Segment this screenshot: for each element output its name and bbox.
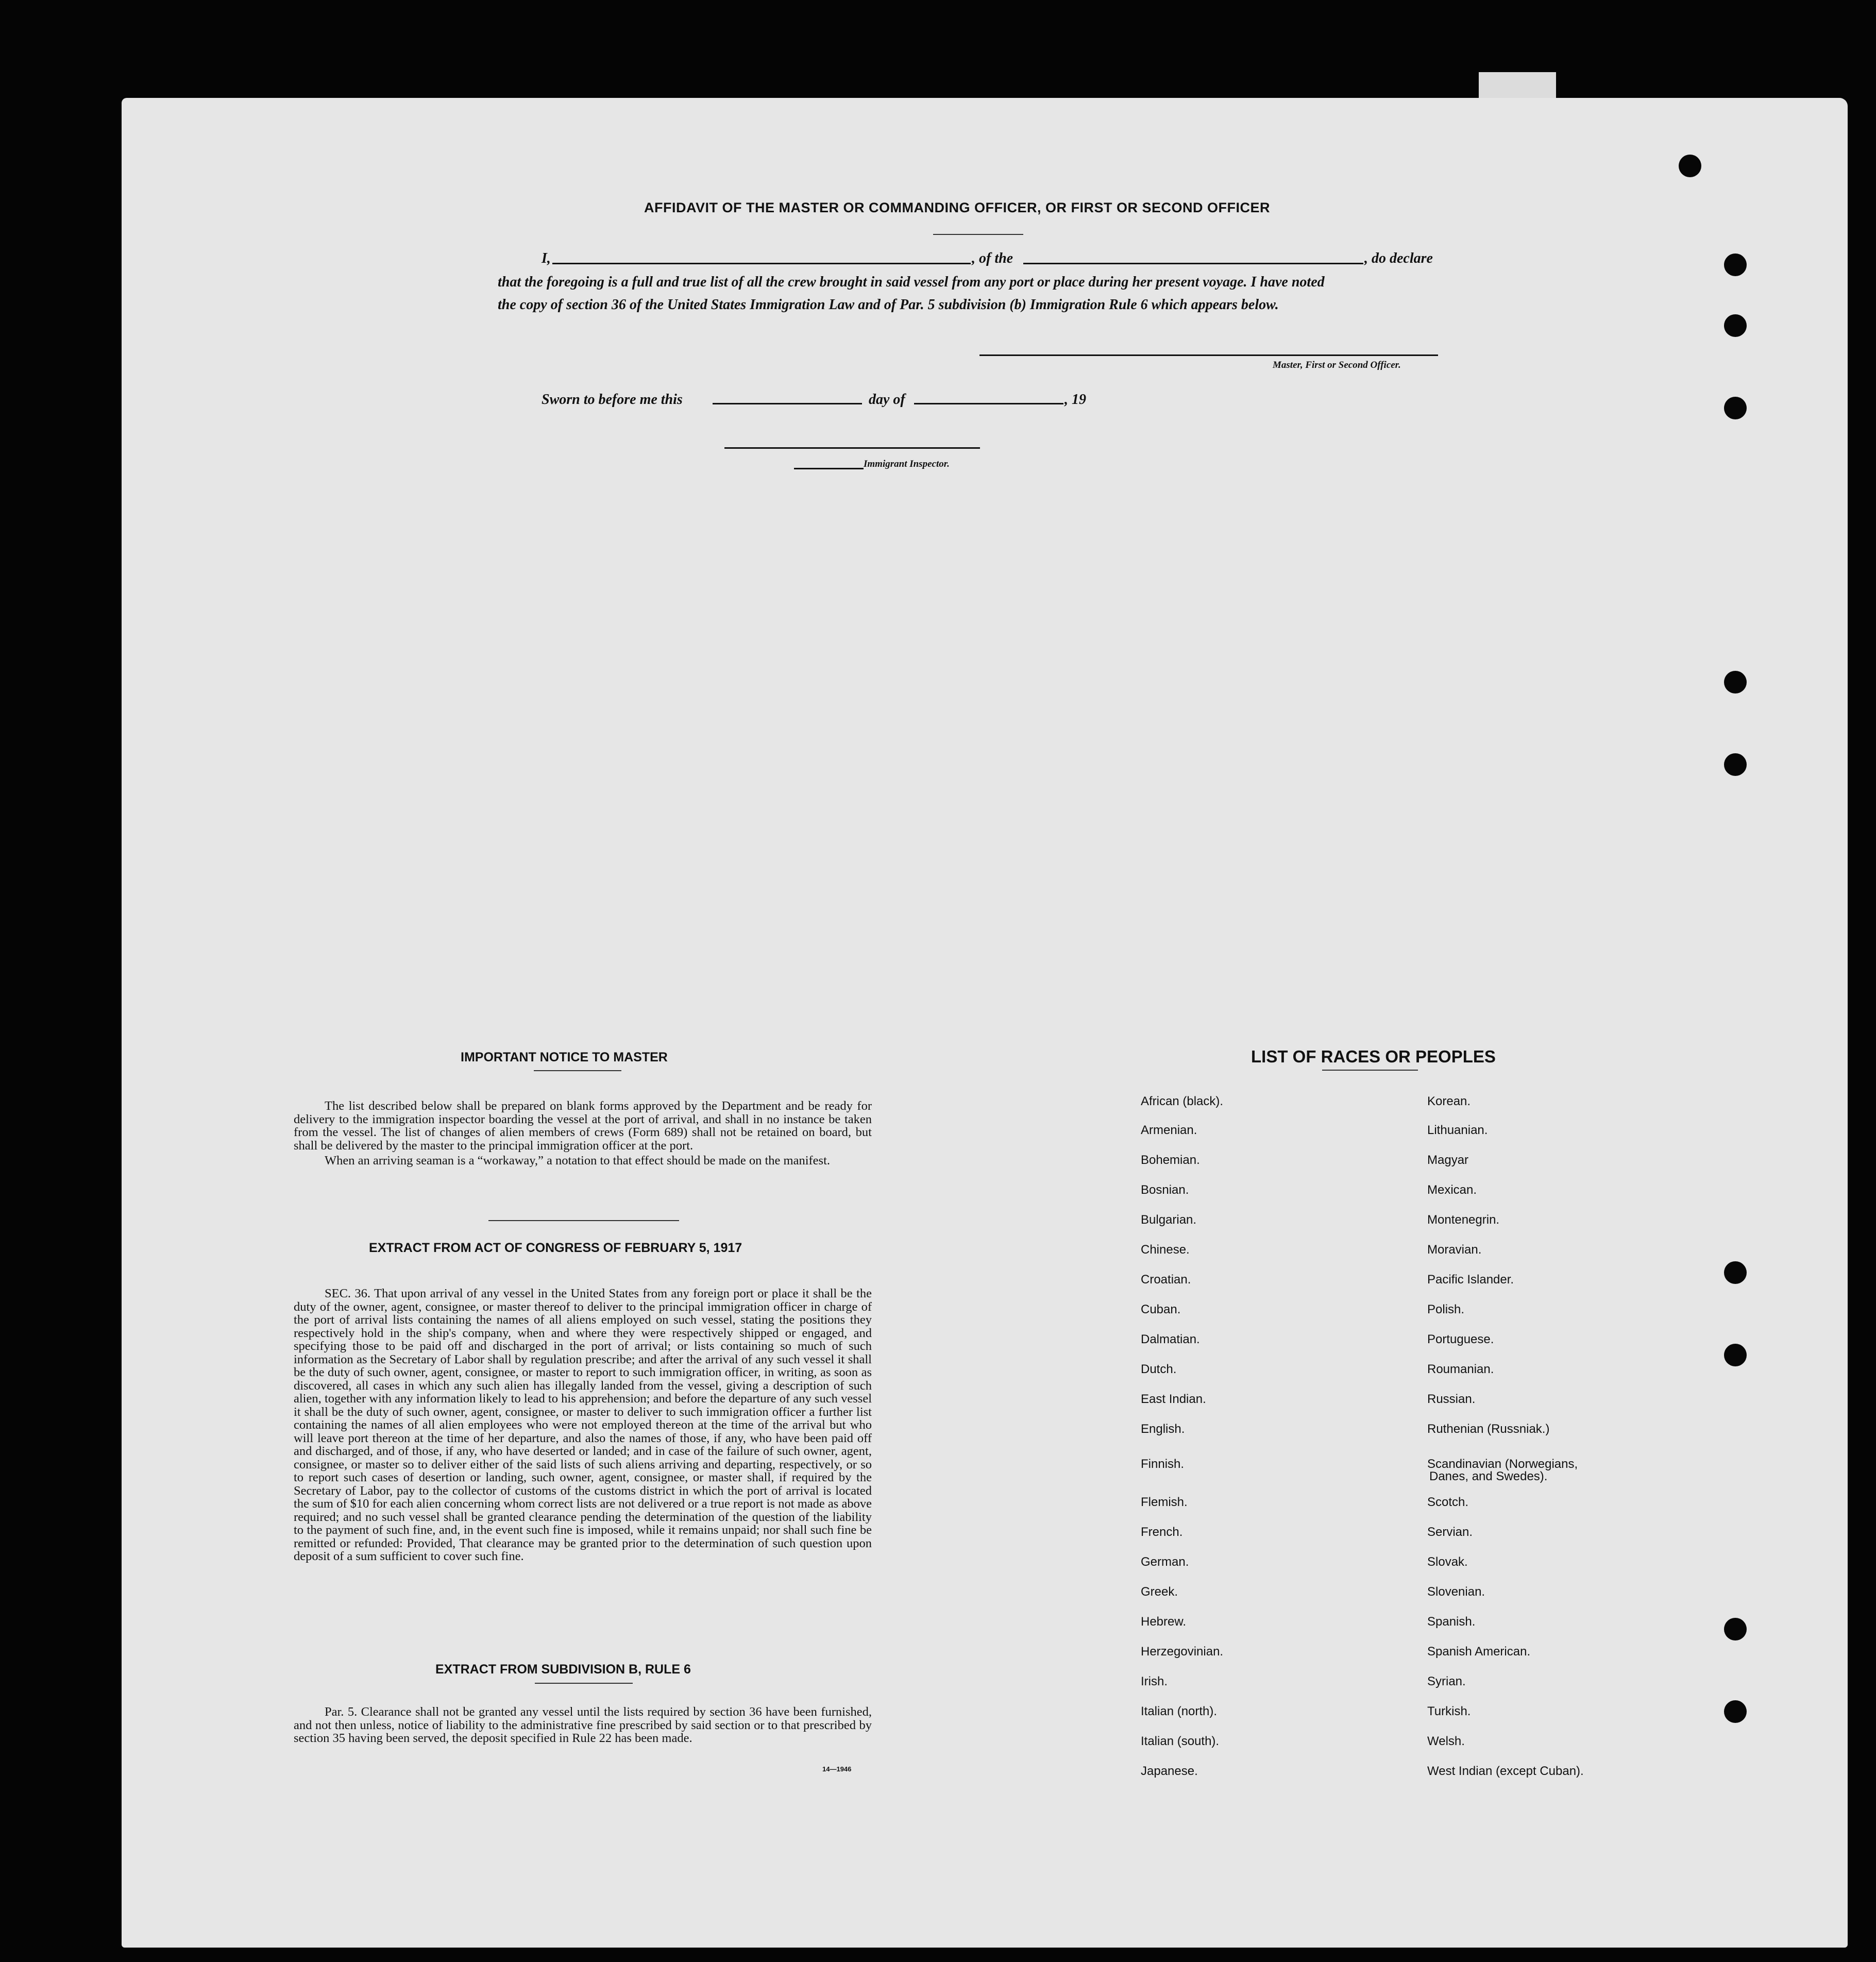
day-of-label: day of (869, 392, 905, 408)
race-item: Korean. (1427, 1094, 1471, 1108)
race-item: Chinese. (1141, 1243, 1190, 1257)
race-item: Slovenian. (1427, 1585, 1485, 1599)
race-item: Roumanian. (1427, 1362, 1494, 1376)
notice-paragraph-2: When an arriving seaman is a “workaway,” a notation to that effect should be made on the manifest. (325, 1154, 831, 1168)
race-item: Scotch. (1427, 1495, 1469, 1509)
affidavit-title: AFFIDAVIT OF THE MASTER OR COMMANDING OFFICER, OR FIRST OR SECOND OFFICER (644, 200, 1270, 215)
race-item: Turkish. (1427, 1704, 1471, 1718)
punch-hole (1679, 155, 1701, 177)
race-item: Italian (north). (1141, 1704, 1218, 1718)
declarant-label: I, (542, 250, 551, 266)
race-item: French. (1141, 1525, 1183, 1539)
race-item: Pacific Islander. (1427, 1273, 1514, 1287)
declarant-name-line[interactable] (552, 263, 971, 264)
inspector-signature-line[interactable] (724, 447, 980, 449)
punch-hole (1724, 397, 1747, 419)
act-section-36: SEC. 36. That upon arrival of any vessel in the United States from any foreign port or place it shall be the duty of the owner, agent, consignee, or master thereof to deliver to the principal immigration officer in charge of the port of arrival lists containing the names of all aliens employed on such vessel, stating the positions they respectively hold in the ship's company, when and where they were respectively shipped or engaged, and specifying those to be paid off and discharged in the port of arrival; or lists containing so much of such information as the Secretary of Labor shall by regulation prescribe; and after the arrival of any such vessel it shall be the duty of such owner, agent, consignee, or master to report to such immigration officer, in writing, as soon as discovered, all cases in which any such alien has illegally landed from the vessel, giving a description of such alien, together with any information likely to lead to his apprehension; and before the departure of any such vessel it shall be the duty of such owner, agent, consignee, or master to deliver to such immigration officer a further list containing the names of all alien employees who were not employed thereon at the time of the arrival but who will leave port thereon at the time of her departure, and also the names of those, if any, who have been paid off and discharged, and of those, if any, who have deserted or landed; and in case of the failure of such owner, agent, consignee, or master so to deliver either of the said lists of such aliens arriving and departing, respectively, or so to report such cases of desertion or landing, such owner, agent, consignee, or master shall, if required by the Secretary of Labor, pay to the collector of customs of the customs district in which the port of arrival is located the sum of $10 for each alien concerning whom correct lists are not delivered or a true report is not made as above required; and no such vessel shall be granted clearance pending the determination of the question of the liability to the payment of such fine, and, in the event such fine is imposed, while it remains unpaid; nor shall such fine be remitted or refunded: Provided, That clearance may be granted prior to the determination of such question upon deposit of a sum sufficient to cover such fine. (294, 1287, 872, 1563)
punch-hole (1724, 1700, 1747, 1723)
sworn-day-line[interactable] (713, 403, 862, 404)
rule-extract-text (294, 1705, 872, 1745)
punch-hole (1724, 314, 1747, 337)
race-item: Japanese. (1141, 1764, 1198, 1778)
race-item: Moravian. (1427, 1243, 1482, 1257)
race-item: Armenian. (1141, 1123, 1197, 1137)
notice-paragraph-1: The list described below shall be prepared on blank forms approved by the Department and be ready for delivery to the immigration inspector boarding the vessel at the port of arrival, and shall in no instance be taken from the vessel. The list of changes of alien members of crews (Form 689) shall not be retained on board, but shall be delivered by the master to the principal immigration officer at the port. (294, 1099, 872, 1153)
document-page (122, 98, 1848, 1948)
race-item: Finnish. (1141, 1457, 1185, 1471)
race-item: Cuban. (1141, 1303, 1181, 1316)
rule-paragraph-5: Par. 5. Clearance shall not be granted any vessel until the lists required by section 36 have been furnished, and not then unless, notice of liability to the administrative fine prescribed by said section or to that prescribed by section 35 having been served, the deposit specified in Rule 22 has been made. (294, 1705, 872, 1745)
race-item: Scandinavian (Norwegians, (1427, 1457, 1578, 1471)
year-label: , 19 (1064, 392, 1086, 408)
act-extract-text (294, 1287, 872, 1563)
race-item: Croatian. (1141, 1273, 1191, 1287)
race-item: Ruthenian (Russniak.) (1427, 1422, 1550, 1436)
rule-extract-rule (535, 1683, 633, 1684)
punch-hole (1724, 1618, 1747, 1640)
race-item: Mexican. (1427, 1183, 1477, 1197)
form-number: 14—1946 (822, 1765, 852, 1773)
affidavit-line-3: the copy of section 36 of the United States Immigration Law and of Par. 5 subdivision (b) Immigration Rule 6 which appears below. (498, 297, 1279, 313)
race-item: Bulgarian. (1141, 1213, 1197, 1227)
race-item: Hebrew. (1141, 1615, 1187, 1629)
race-item: Lithuanian. (1427, 1123, 1488, 1137)
inspector-short-line (794, 468, 864, 469)
affidavit-line-2: that the foregoing is a full and true list of all the crew brought in said vessel from any port or place during her present voyage. I have noted (498, 274, 1325, 290)
race-item: Portuguese. (1427, 1332, 1494, 1346)
punch-hole (1724, 1261, 1747, 1284)
race-item: Bosnian. (1141, 1183, 1189, 1197)
race-item: German. (1141, 1555, 1189, 1569)
race-continuation: Danes, and Swedes). (1429, 1469, 1548, 1483)
master-signature-label: Master, First or Second Officer. (1273, 360, 1401, 370)
race-item: Russian. (1427, 1392, 1476, 1406)
races-title: LIST OF RACES OR PEOPLES (1251, 1047, 1496, 1066)
sworn-label: Sworn to before me this (542, 392, 683, 408)
race-item: Flemish. (1141, 1495, 1188, 1509)
race-item: Montenegrin. (1427, 1213, 1500, 1227)
title-rule (933, 234, 1023, 235)
vessel-name-line[interactable] (1023, 263, 1363, 264)
race-item: Servian. (1427, 1525, 1473, 1539)
punch-hole (1724, 671, 1747, 694)
vessel-label: , of the (972, 250, 1013, 266)
race-item: Bohemian. (1141, 1153, 1200, 1167)
inspector-label: Immigrant Inspector. (864, 459, 950, 469)
race-item: Magyar (1427, 1153, 1469, 1167)
race-item: Spanish. (1427, 1615, 1476, 1629)
race-item: Polish. (1427, 1303, 1465, 1316)
declare-label: , do declare (1364, 250, 1433, 266)
race-item: East Indian. (1141, 1392, 1206, 1406)
race-item: Irish. (1141, 1675, 1168, 1688)
race-item: Welsh. (1427, 1734, 1465, 1748)
race-item: Syrian. (1427, 1675, 1466, 1688)
races-rule (1322, 1070, 1418, 1071)
race-item: Italian (south). (1141, 1734, 1220, 1748)
punch-hole (1724, 753, 1747, 776)
punch-hole (1724, 253, 1747, 276)
rule-extract-title: EXTRACT FROM SUBDIVISION B, RULE 6 (435, 1662, 691, 1677)
notice-title: IMPORTANT NOTICE TO MASTER (461, 1050, 668, 1064)
punch-hole (1724, 1344, 1747, 1366)
section-rule (488, 1220, 679, 1221)
race-item: English. (1141, 1422, 1185, 1436)
race-item: Dutch. (1141, 1362, 1177, 1376)
act-extract-title: EXTRACT FROM ACT OF CONGRESS OF FEBRUARY 5, 1917 (369, 1241, 742, 1255)
notice-rule (534, 1070, 621, 1071)
notice-text (294, 1100, 872, 1168)
race-item: West Indian (except Cuban). (1427, 1764, 1584, 1778)
race-item: African (black). (1141, 1094, 1224, 1108)
race-item: Dalmatian. (1141, 1332, 1200, 1346)
master-signature-line[interactable] (979, 354, 1438, 356)
sworn-month-line[interactable] (914, 403, 1063, 404)
race-item: Slovak. (1427, 1555, 1468, 1569)
race-item: Herzegovinian. (1141, 1645, 1224, 1659)
race-item: Spanish American. (1427, 1645, 1531, 1659)
race-item: Greek. (1141, 1585, 1178, 1599)
